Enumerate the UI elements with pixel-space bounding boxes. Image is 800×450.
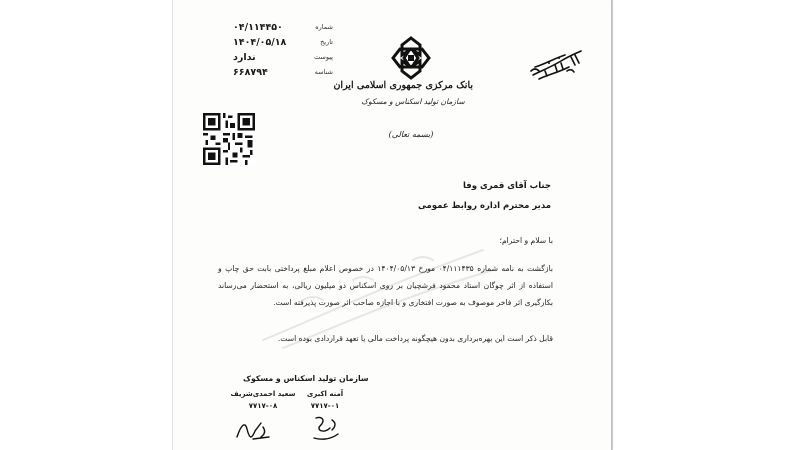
body-paragraph-1: بازگشت به نامه شماره ۰۴/۱۱۱۴۳۵ مورخ ۱۴۰۴/۰۵/۱۳ در خصوص اعلام مبلغ پرداختی بابت حق چاپ و استفاده از اثر چوگان استاد محمود فرشچیان بر روی اسکناس دو میلیون ریالی، به استحضار می‌رساند بکارگیری اثر فاخر موصوف به صورت افتخاری و با اجازه صاحب اثر صورت پذیرفته است. — [218, 264, 554, 307]
signer-1-name: سعید احمدی‌شریف — [230, 390, 296, 398]
number-label: شماره — [315, 23, 333, 31]
signer-2-code: ۷۷۱۷-۰۱ — [310, 402, 340, 410]
letter-attachment: ندارد — [233, 52, 256, 63]
recipient-title: مدیر محترم اداره روابط عمومی — [417, 201, 551, 211]
letter-date: ۱۴۰۴/۰۵/۱۸ — [233, 37, 287, 48]
signer-1 — [228, 388, 298, 412]
meta-id-row — [233, 65, 333, 80]
date-label: تاریخ — [320, 38, 333, 46]
bank-name: بانک مرکزی جمهوری اسلامی ایران — [333, 80, 473, 91]
recipient-block — [418, 176, 551, 216]
central-bank-emblem-icon — [389, 35, 433, 81]
signature-organization: سازمان تولید اسکناس و مسکوک — [243, 374, 369, 383]
slogan-logo-icon — [525, 45, 585, 85]
letter-meta — [233, 20, 333, 80]
meta-date-row — [233, 35, 333, 50]
signer-2 — [295, 388, 355, 412]
signature-1-mark — [233, 415, 273, 445]
bank-title — [333, 80, 473, 106]
body-paragraph-2: قابل ذکر است این بهره‌برداری بدون هیچگونه پرداخت مالی یا تعهد قراردادی بوده است. — [277, 334, 553, 343]
signature-2-mark — [308, 412, 344, 444]
meta-number-row — [233, 20, 333, 35]
letter-id: ۶۶۸۷۹۴ — [233, 67, 268, 78]
recipient-name: جناب آقای قمری وفا — [462, 181, 551, 191]
organization-name: سازمان تولید اسکناس و مسکوک — [361, 97, 465, 106]
qr-code-icon — [203, 113, 255, 165]
id-label: شناسه — [314, 68, 333, 76]
page-edge — [612, 0, 617, 450]
greeting: با سلام و احترام؛ — [499, 236, 553, 245]
attachment-label: پیوست — [314, 53, 333, 61]
meta-attachment-row — [233, 50, 333, 65]
letter-number: ۰۴/۱۱۴۴۵۰ — [233, 22, 283, 33]
letter-page — [172, 0, 612, 450]
invocation: (بسمه تعالی) — [388, 130, 434, 139]
signer-2-name: آمنه اکبری — [306, 390, 344, 398]
signer-1-code: ۷۷۱۷-۰۸ — [248, 402, 278, 410]
